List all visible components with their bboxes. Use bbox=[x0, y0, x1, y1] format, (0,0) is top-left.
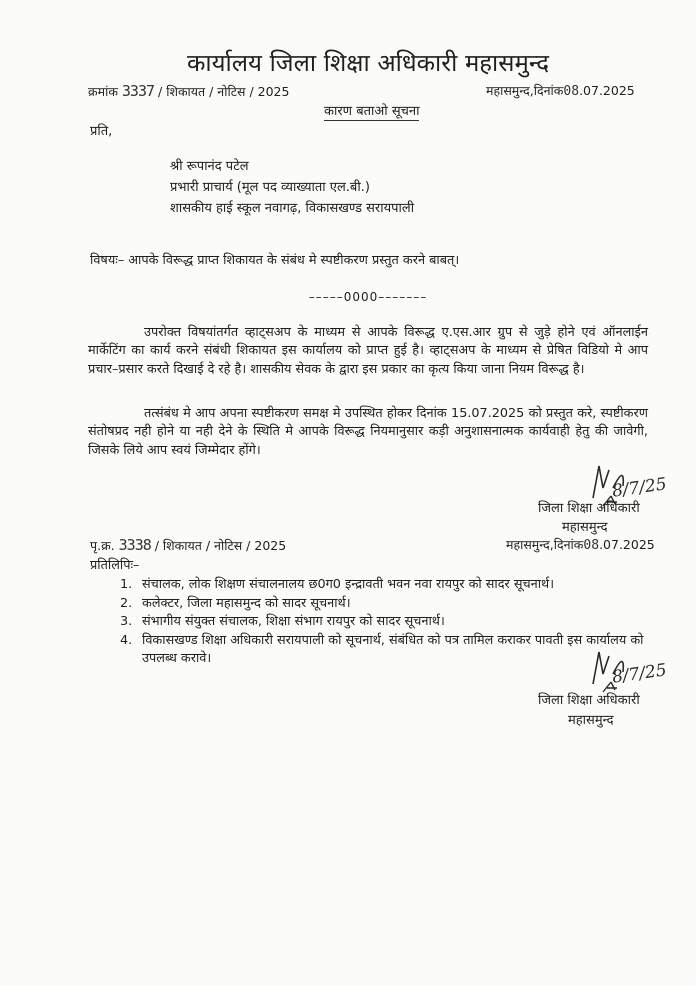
copy-ref-handwritten-number: 3338 bbox=[118, 536, 151, 554]
signature-1-title: जिला शिक्षा अधिकारी bbox=[538, 501, 640, 516]
subject-line: विषयः– आपके विरूद्ध प्राप्त शिकायत के संबंध मे स्पष्टीकरण प्रस्तुत करने बाबत्। bbox=[90, 253, 460, 268]
copy-ref-suffix: / शिकायत / नोटिस / 2025 bbox=[154, 538, 287, 553]
copy-ref-prefix: पृ.क्र. bbox=[90, 538, 115, 553]
paragraph-1-text: उपरोक्त विषयांतर्गत व्हाट्सअप के माध्यम से आपके विरूद्ध ए.एस.आर ग्रुप से जुड़े होने एवं ऑनलाईन मार्केटिंग का कार्य करने संबंधी शिकायत इस कार्यालय को प्राप्त हुई है। व्हाट्सअप के माध्यम से प्रेषित विडियो मे आप प्रचार–प्रसार करते दिखाई दे रहे है। शासकीय सेवक के द्वारा इस प्रकार का कृत्य किया जाना नियम विरूद्ध है। bbox=[88, 325, 648, 377]
body-paragraph-2 bbox=[88, 405, 648, 460]
list-item: 2. कलेक्टर, जिला महासमुन्द को सादर सूचनार्थ। bbox=[120, 595, 351, 611]
signature-2-title: जिला शिक्षा अधिकारी bbox=[538, 693, 640, 708]
place-date-prefix: महासमुन्द,दिनांक bbox=[486, 83, 564, 98]
signature-1-place: महासमुन्द bbox=[562, 520, 608, 535]
ref-suffix: / शिकायत / नोटिस / 2025 bbox=[158, 84, 290, 99]
paragraph-2-text: तत्संबंध मे आप अपना स्पष्टीकरण समक्ष मे उपस्थित होकर दिनांक 15.07.2025 को प्रस्तुत करे, स्पष्टीकरण संतोषप्रद नही होने या नही देने के स्थिति मे आपके विरूद्ध नियमानुसार कड़ी अनुशासनात्मक कार्यवाही हेतु की जावेगी, जिसके लिये आप स्वयं जिम्मेदार होंगे। bbox=[88, 406, 648, 458]
to-label: प्रति, bbox=[90, 124, 113, 139]
office-title: कार्यालय जिला शिक्षा अधिकारी महासमुन्द bbox=[186, 49, 549, 77]
copy-date-rest: .07.2025 bbox=[599, 537, 655, 552]
date-rest: .07.2025 bbox=[579, 83, 635, 98]
copy-date-day: 08 bbox=[583, 538, 600, 553]
signature-2-place: महासमुन्द bbox=[568, 713, 614, 728]
addressee-name: श्री रूपानंद पटेल bbox=[170, 159, 249, 174]
signature-date-2: 8/7/25 bbox=[610, 660, 668, 688]
list-item: 4. विकासखण्ड शिक्षा अधिकारी सरायपाली को सूचनार्थ, संबंधित को पत्र तामिल कराकर पावती इस कार्यालय को उपलब्ध करावे। bbox=[120, 632, 644, 667]
ref-prefix: क्रमांक bbox=[88, 84, 118, 99]
addressee-designation: प्रभारी प्राचार्य (मूल पद व्याख्याता एल.बी.) bbox=[170, 180, 370, 195]
ref-handwritten-number: 3337 bbox=[121, 82, 155, 100]
reference-number bbox=[88, 82, 289, 100]
date-day: 08 bbox=[563, 84, 580, 99]
signature-date-1: 8/7/25 bbox=[610, 474, 668, 502]
body-paragraph-1 bbox=[88, 324, 648, 379]
list-item: 1. संचालक, लोक शिक्षण संचालनालय छ0ग0 इन्द्रावती भवन नवा रायपुर को सादर सूचनार्थ। bbox=[120, 577, 555, 592]
separator: –––––0000––––––– bbox=[308, 290, 428, 304]
place-date bbox=[486, 82, 635, 99]
addressee-school: शासकीय हाई स्कूल नवागढ़, विकासखण्ड सरायपाली bbox=[170, 201, 415, 216]
copy-reference-number bbox=[90, 536, 286, 554]
copy-place-date bbox=[506, 536, 655, 553]
copy-place-date-prefix: महासमुन्द,दिनांक bbox=[506, 537, 584, 552]
copy-list bbox=[120, 576, 660, 669]
list-item: 3. संभागीय संयुक्त संचालक, शिक्षा संभाग रायपुर को सादर सूचनार्थ। bbox=[120, 614, 445, 630]
copy-heading: प्रतिलिपिः– bbox=[90, 558, 140, 573]
document-type: कारण बताओ सूचना bbox=[324, 101, 419, 121]
